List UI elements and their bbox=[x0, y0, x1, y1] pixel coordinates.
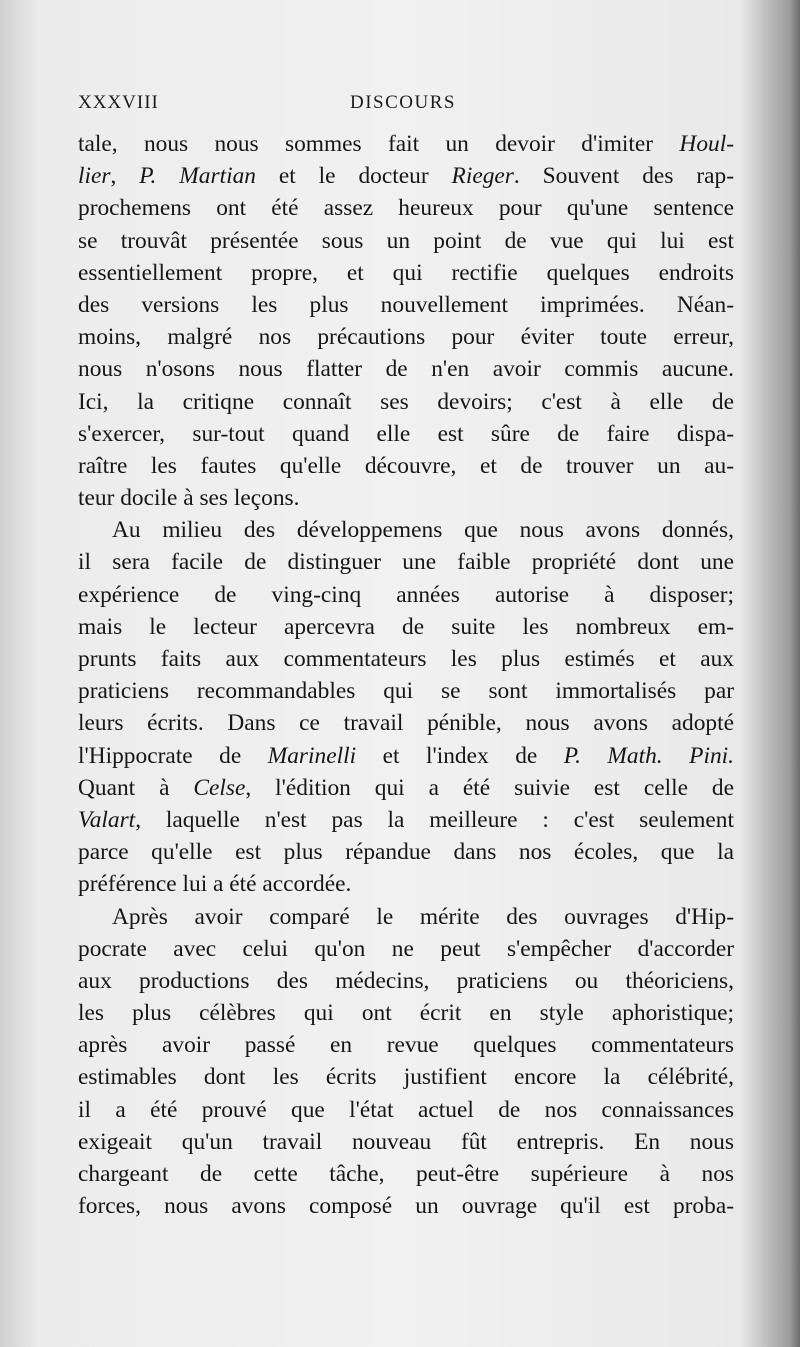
text-line: prochemens ont été assez heureux pour qu'une sentence bbox=[78, 195, 734, 222]
text-line: Quant à Celse, l'édition qui a été suivie est celle de bbox=[78, 774, 734, 801]
text-line: mais le lecteur apercevra de suite les nombreux em- bbox=[78, 613, 734, 640]
text-line: les plus célèbres qui ont écrit en style aphoristique; bbox=[78, 1000, 734, 1027]
text-line: aux productions des médecins, praticiens ou théoriciens, bbox=[78, 967, 734, 994]
text-line: pocrate avec celui qu'on ne peut s'empêcher d'accorder bbox=[78, 935, 734, 962]
page-header bbox=[78, 92, 738, 122]
text-line: raître les fautes qu'elle découvre, et de trouver un au- bbox=[78, 452, 734, 479]
text-line: estimables dont les écrits justifient encore la célébrité, bbox=[78, 1064, 734, 1091]
text-line: parce qu'elle est plus répandue dans nos écoles, que la bbox=[78, 839, 734, 866]
text-line: exigeait qu'un travail nouveau fût entrepris. En nous bbox=[78, 1128, 734, 1155]
running-title: DISCOURS bbox=[350, 92, 456, 113]
text-line: chargeant de cette tâche, peut-être supérieure à nos bbox=[78, 1161, 734, 1187]
text-line: prunts faits aux commentateurs les plus estimés et aux bbox=[78, 646, 734, 672]
text-line: l'Hippocrate de Marinelli et l'index de P. Math. Pini. bbox=[78, 742, 734, 769]
text-line: praticiens recommandables qui se sont immortalisés par bbox=[78, 678, 734, 705]
text-line: des versions les plus nouvellement imprimées. Néan- bbox=[78, 291, 734, 318]
text-line: après avoir passé en revue quelques commentateurs bbox=[78, 1032, 734, 1059]
text-line: nous n'osons nous flatter de n'en avoir commis aucune. bbox=[78, 356, 734, 383]
text-line: lier, P. Martian et le docteur Rieger. Souvent des rap- bbox=[78, 163, 734, 190]
text-line: il sera facile de distinguer une faible propriété dont une bbox=[78, 549, 734, 576]
text-line: s'exercer, sur-tout quand elle est sûre de faire dispa- bbox=[78, 420, 734, 447]
text-line: teur docile à ses leçons. bbox=[78, 485, 300, 512]
text-line: préférence lui a été accordée. bbox=[78, 871, 352, 898]
text-line: forces, nous avons composé un ouvrage qu'il est proba- bbox=[78, 1193, 734, 1220]
text-line: Valart, laquelle n'est pas la meilleure : c'est seulement bbox=[78, 806, 734, 833]
text-line: moins, malgré nos précautions pour éviter toute erreur, bbox=[78, 324, 734, 351]
body-text bbox=[78, 128, 734, 1222]
text-line: essentiellement propre, et qui rectifie quelques endroits bbox=[78, 259, 734, 286]
text-line: tale, nous nous sommes fait un devoir d'imiter Houl- bbox=[78, 131, 734, 157]
text-line: il a été prouvé que l'état actuel de nos connaissances bbox=[78, 1096, 734, 1123]
text-line: expérience de ving-cinq années autorise à disposer; bbox=[78, 581, 734, 608]
text-line: se trouvât présentée sous un point de vue qui lui est bbox=[78, 227, 734, 254]
text-line: Au milieu des développemens que nous avons donnés, bbox=[112, 517, 734, 544]
page-number: XXXVIII bbox=[78, 92, 159, 113]
text-line: Ici, la critiqne connaît ses devoirs; c'est à elle de bbox=[78, 388, 734, 415]
text-line: leurs écrits. Dans ce travail pénible, nous avons adopté bbox=[78, 710, 734, 737]
text-line: Après avoir comparé le mérite des ouvrages d'Hip- bbox=[112, 903, 734, 930]
